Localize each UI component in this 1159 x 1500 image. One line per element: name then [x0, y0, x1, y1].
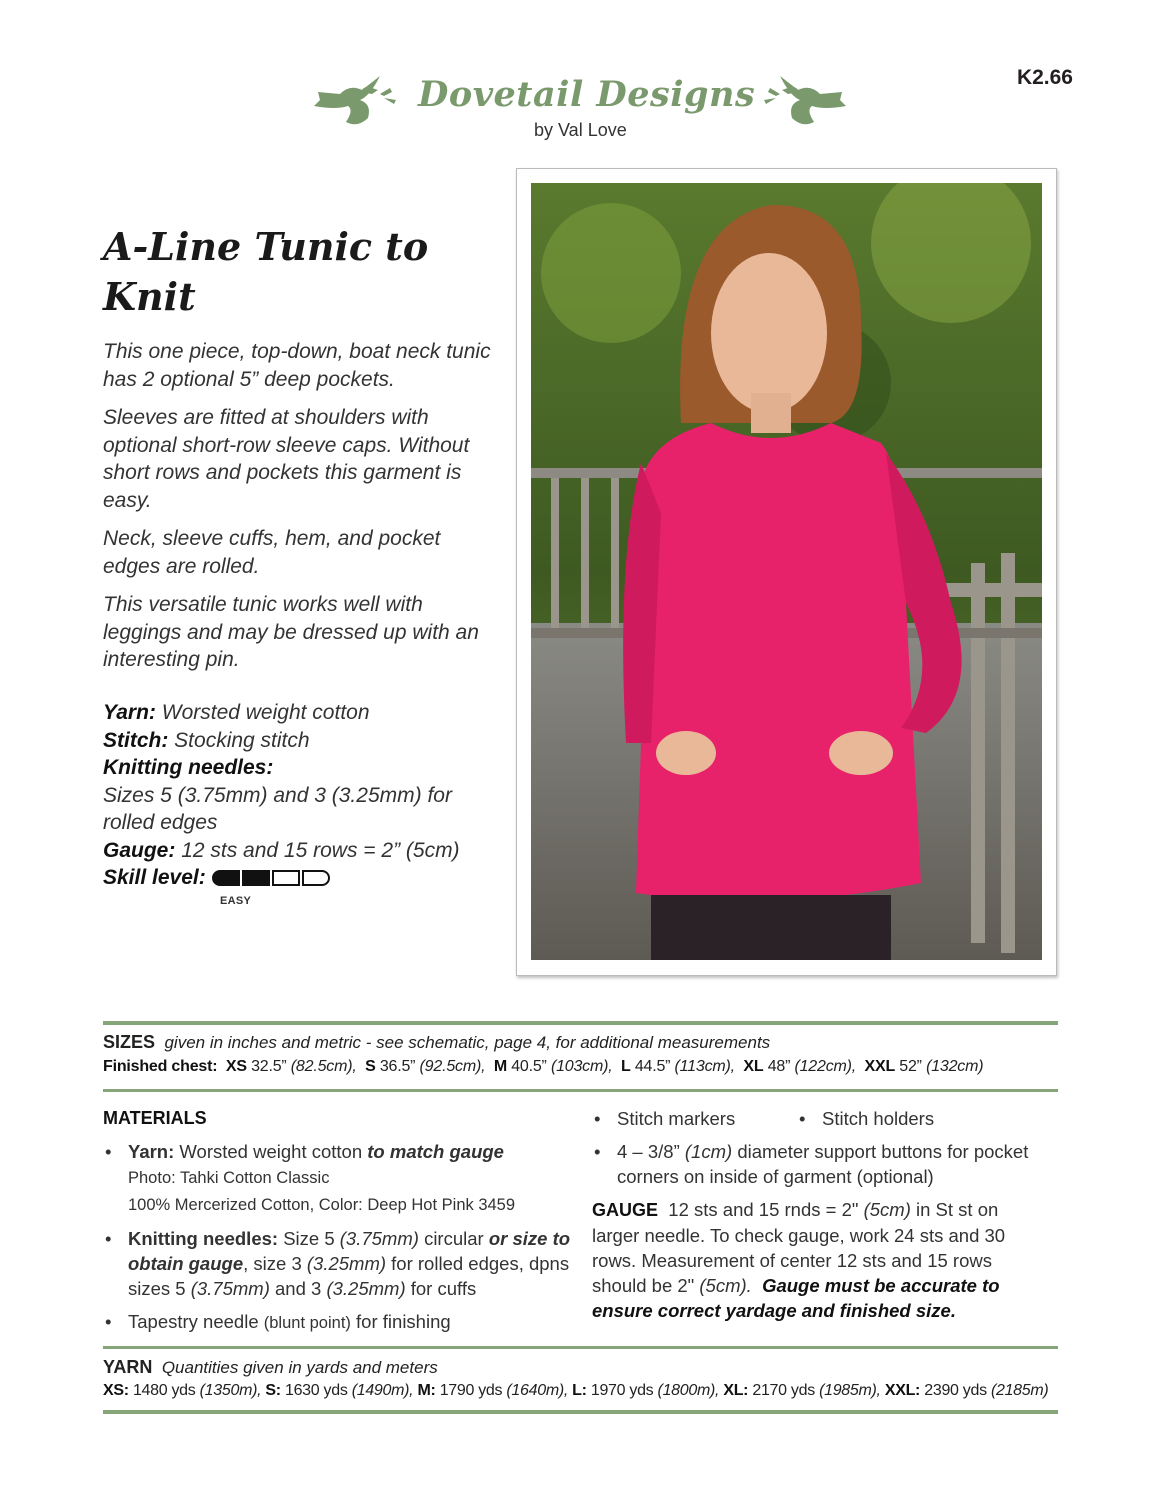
materials-right — [592, 1106, 1032, 1323]
sizes-heading: SIZES — [103, 1032, 156, 1052]
skill-block-empty — [302, 870, 330, 886]
yarn-item: XL: 2170 yds (1985m), — [723, 1382, 881, 1399]
intro-paragraph: Sleeves are fitted at shoulders with optional short-row sleeve caps. Without short rows and pockets this garment is easy. — [103, 406, 470, 512]
spec-label: Knitting needles: — [103, 756, 274, 779]
materials-left — [103, 1106, 573, 1344]
spec-label: Gauge: — [103, 838, 176, 862]
byline: by Val Love — [534, 120, 627, 140]
size-item: M 40.5” (103cm), — [493, 1058, 613, 1075]
skill-level-text: EASY — [220, 895, 252, 907]
gauge-section: GAUGE 12 sts and 15 rnds = 2" (5cm) in St st on larger needle. To check gauge, work 24 sts and 30 rows. Measurement of center 12 sts and 15 rows should be 2" (5cm). Gauge must be accurate to ensure correct yardage and finished size. — [592, 1199, 1006, 1321]
dove-right-icon — [755, 70, 850, 128]
pattern-code: K2.66 — [1016, 66, 1073, 89]
finished-chest-row — [103, 1058, 1063, 1076]
material-needles: • Knitting needles: Size 5 (3.75mm) circular or size to obtain gauge, size 3 (3.25mm) for rolled edges, dpns sizes 5 (3.75mm) and 3 (3.25mm) for cuffs — [103, 1226, 573, 1301]
spec-label: Yarn: — [103, 701, 156, 724]
section-divider — [103, 1089, 1058, 1092]
materials-heading: MATERIALS — [103, 1108, 207, 1128]
dove-left-icon — [310, 70, 405, 128]
size-item: XXL 52” (132cm) — [864, 1058, 984, 1075]
pattern-specs — [103, 699, 503, 907]
skill-block-filled — [212, 870, 240, 886]
sizes-note: given in inches and metric - see schematic, page 4, for additional measurements — [164, 1033, 771, 1052]
tunic-photo — [516, 168, 1057, 976]
intro-paragraph: This versatile tunic works well with leggings and may be dressed up with an interesting pin. — [103, 593, 479, 671]
sizes-header — [103, 1032, 1063, 1053]
section-divider — [103, 1346, 1058, 1349]
spec-needles: Sizes 5 (3.75mm) and 3 (3.25mm) for rolled edges — [103, 783, 452, 834]
size-item: XS 32.5” (82.5cm), — [225, 1058, 357, 1075]
finished-chest-label: Finished chest: — [103, 1058, 218, 1075]
spec-gauge: 12 sts and 15 rows = 2” (5cm) — [181, 838, 460, 862]
yarn-item: XS: 1480 yds (1350m), — [103, 1382, 262, 1399]
yarn-note: Quantities given in yards and meters — [161, 1358, 438, 1377]
section-divider — [103, 1021, 1058, 1025]
material-buttons: • 4 – 3/8” (1cm) diameter support buttons for pocket corners on inside of garment (optional) — [592, 1139, 1032, 1189]
brand-logo — [310, 68, 850, 140]
yarn-item: XXL: 2390 yds (2185m) — [884, 1382, 1049, 1399]
yarn-heading: YARN — [103, 1357, 153, 1377]
yarn-item: L: 1970 yds (1800m), — [572, 1382, 720, 1399]
brand-name: Dovetail Designs — [418, 74, 756, 115]
page-title: A-Line Tunic to Knit — [103, 224, 429, 319]
intro-text — [103, 338, 493, 685]
size-item: L 44.5” (113cm), — [620, 1058, 735, 1075]
intro-paragraph: Neck, sleeve cuffs, hem, and pocket edges are rolled. — [103, 527, 441, 578]
skill-level-meter — [212, 870, 330, 886]
material-markers-holders: • Stitch markers • Stitch holders — [592, 1106, 1032, 1131]
skill-block-empty — [272, 870, 300, 886]
yarn-quantity-row — [103, 1382, 1063, 1400]
yarn-item: S: 1630 yds (1490m), — [265, 1382, 414, 1399]
yarn-header — [103, 1357, 1063, 1378]
spec-label: Stitch: — [103, 728, 169, 752]
spec-stitch: Stocking stitch — [174, 728, 310, 752]
size-item: XL 48” (122cm), — [743, 1058, 856, 1075]
material-yarn: • Yarn: Worsted weight cotton to match gauge Photo: Tahki Cotton Classic 100% Mercerized Cotton, Color: Deep Hot Pink 3459 — [103, 1139, 573, 1218]
yarn-item: M: 1790 yds (1640m), — [417, 1382, 569, 1399]
material-tapestry: • Tapestry needle (blunt point) for finishing — [103, 1309, 573, 1336]
skill-block-filled — [242, 870, 270, 886]
intro-paragraph: This one piece, top-down, boat neck tunic has 2 optional 5” deep pockets. — [103, 340, 491, 391]
spec-label: Skill level: — [103, 866, 206, 889]
spec-yarn: Worsted weight cotton — [161, 701, 370, 724]
size-item: S 36.5” (92.5cm), — [365, 1058, 486, 1075]
tunic-photo-image — [531, 183, 1042, 960]
section-divider — [103, 1410, 1058, 1414]
